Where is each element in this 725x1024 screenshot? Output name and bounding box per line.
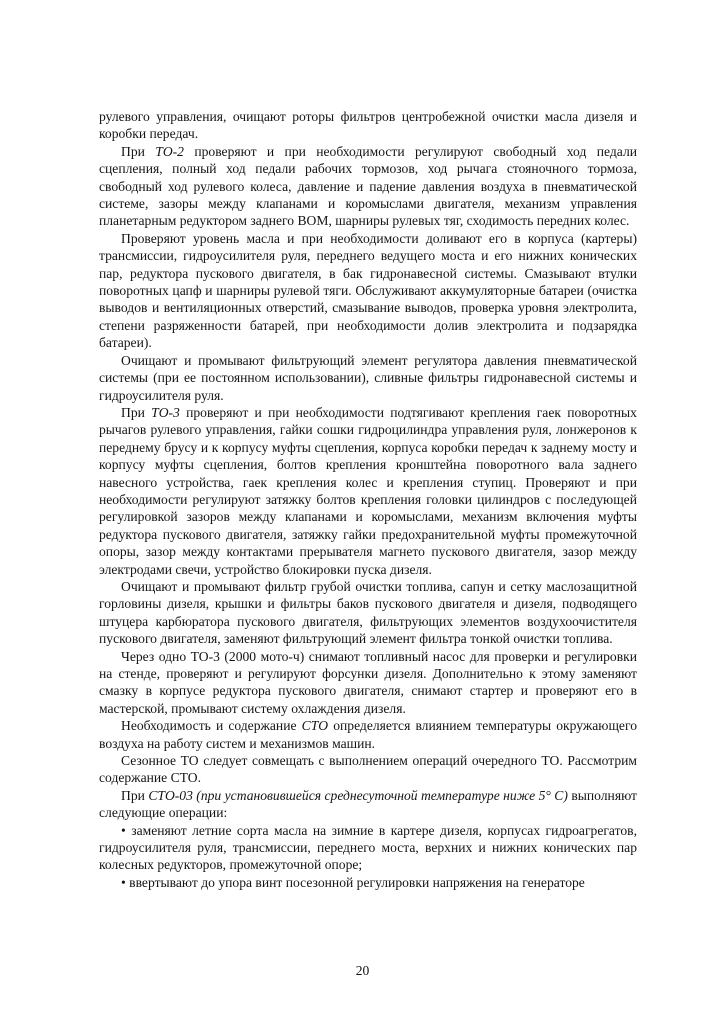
paragraph-body: проверяют и при необходимости подтягивают крепления гаек поворотных рычагов рулевого управления, гайки сошки гидроцилиндра управления руля, лонжеронов к переднему брусу и к корпусу муфты сцепления, корпуса коробки передач к заднему мосту и корпусу муфты сцепления, болтов крепления кронштейна поворотного вала заднего навесного устройства, гаек крепления колес и крепления ступиц. Проверяют и при необходимости регулируют затяжку болтов крепления головки цилиндров с последующей регулировкой зазоров между клапанами и коромыслами, механизм включения муфты редуктора пускового двигателя, затяжку гайки предохранительной муфты промежуточной опоры, зазор между контактами прерывателя магнето пускового двигателя, зазор между электродами свечи, устройство блокировки пуска дизеля. <box>99 404 637 577</box>
paragraph-sto-necessity <box>99 717 637 752</box>
paragraph-continuation: рулевого управления, очищают роторы фильтров центробежной очистки масла дизеля и коробки передач. <box>99 109 637 142</box>
paragraph-lead: Необходимость и содержание <box>121 718 302 734</box>
paragraph-fuel-filter: Очищают и промывают фильтр грубой очистки топлива, сапун и сетку маслозащитной горловины дизеля, крышки и фильтры баков пускового двигателя и дизеля, подводящего штуцера карбюратора пускового двигателя, фильтрующих элементов воздухоочистителя пускового двигателя, заменяют фильтрующий элемент фильтра тонкой очистки топлива. <box>99 578 637 647</box>
paragraph-oil-levels: Проверяют уровень масла и при необходимости доливают его в корпуса (картеры) трансмиссии, гидроусилителя руля, переднего ведущего моста и его нижних конических пар, редуктора пускового двигателя, в бак гидронавесной системы. Смазывают втулки поворотных цапф и шарниры рулевой тяги. Обслуживают аккумуляторные батареи (очистка выводов и вентиляционных отверстий, смазывание выводов, проверка уровня электролита, степени разряженности батарей, при необходимости долив электролита и подзарядка батареи). <box>99 230 637 351</box>
term-sto: СТО <box>301 718 329 734</box>
paragraph-to2 <box>99 143 637 230</box>
paragraph-seasonal-to: Сезонное ТО следует совмещать с выполнением операций очередного ТО. Рассмотрим содержание СТО. <box>99 753 637 786</box>
list-item: • ввертывают до упора винт посезонной регулировки напряжения на генераторе <box>121 874 585 890</box>
paragraph-every-other-to3: Через одно ТО-3 (2000 мото-ч) снимают топливный насос для проверки и регулировки на стенде, проверяют и регулируют форсунки дизеля. Дополнительно к этому заменяют смазку в корпусе редуктора пускового двигателя, снимают стартер и проверяют его в мастерской, промывают систему охлаждения дизеля. <box>99 648 637 716</box>
list-item: • заменяют летние сорта масла на зимние в картере дизеля, корпусах гидроагрегатов, гидроусилителя руля, трансмиссии, переднего моста, верхних и нижних конических пар колесных редукторов, промежуточной опоре; <box>99 822 637 873</box>
paragraph-filters: Очищают и промывают фильтрующий элемент регулятора давления пневматической системы (при ее постоянном использовании), сливные фильтры гидронавесной системы и гидроусилителя руля. <box>99 352 637 403</box>
page-number: 20 <box>355 963 370 978</box>
paragraph-lead: При <box>121 143 156 159</box>
paragraph-sto03 <box>99 787 637 822</box>
paragraph-body: определяется влиянием температуры окружающего воздуха на работу систем и механизмов машин. <box>99 718 638 751</box>
paragraph-body: проверяют и при необходимости регулируют свободный ход педали сцепления, полный ход педали рабочих тормозов, ход рычага стояночного тормоза, свободный ход рулевого колеса, давление и падение давления воздуха в пневматической системе, зазоры между клапанами и коромыслами двигателя, механизм управления планетарным редуктором заднего ВОМ, шарниры рулевых тяг, сходимость передних колес. <box>99 143 638 229</box>
paragraph-lead: При <box>121 404 152 420</box>
paragraph-body: выполняют следующие операции: <box>99 787 637 821</box>
paragraph-lead: При <box>121 787 149 803</box>
term-to2: ТО-2 <box>155 143 184 159</box>
body-text <box>99 108 637 891</box>
paragraph-to3 <box>99 404 637 578</box>
term-sto03: СТО-03 (при установившейся среднесуточной температуре ниже 5° С) <box>148 787 568 803</box>
term-to3: ТО-3 <box>151 404 180 420</box>
